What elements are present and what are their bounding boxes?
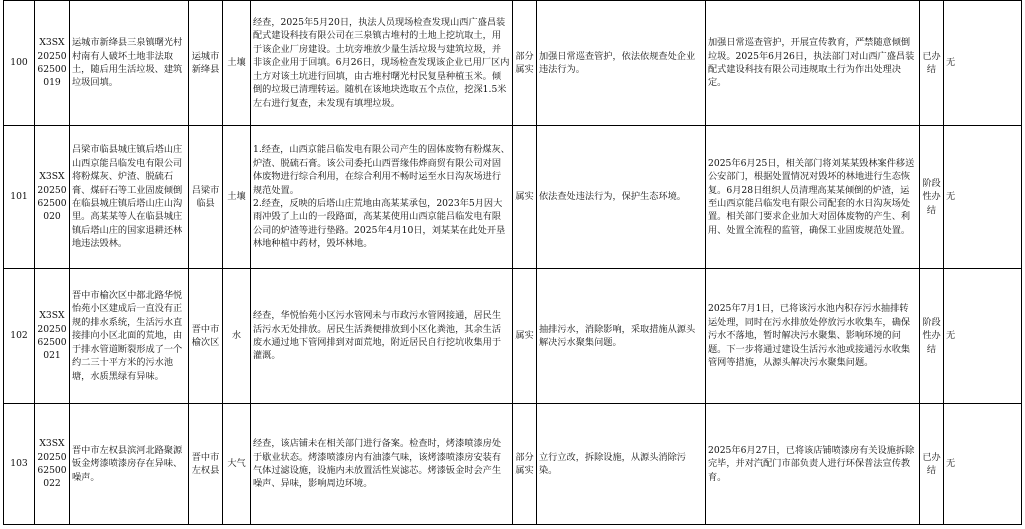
complaint-table: [3, 0, 1022, 525]
region: 运城市新绛县: [189, 1, 223, 126]
pollution-category: 土壤: [223, 126, 251, 269]
handling-result: 加强日常巡查管护，开展宣传教育，严禁随意倾倒垃圾。2025年6月26日，执法部门对山西广盛昌装配式建设科技有限公司违规取土行为作出处理决定。: [706, 1, 920, 126]
handling-measures: 加强日常巡查管护，依法依规查处企业违法行为。: [537, 1, 706, 126]
verdict: 部分属实: [513, 1, 537, 126]
complaint-code: X3SX2025062500021: [35, 269, 70, 404]
investigation-findings: 经查，华悦怡苑小区污水管网未与市政污水管网接通，居民生活污水无处排放。居民生活粪便排放到小区化粪池，其余生活废水通过地下管网排到对面荒地，附近居民自行挖坑收集用于灌溉。: [251, 269, 513, 404]
handling-result: 2025年7月1日，已将该污水池内积存污水抽排转运处理，同时在污水排放处停放污水收集车，确保污水不落地，暂时解决污水聚集、影响环境的问题。下一步将通过建设生活污水池或接通污水收集管网等措施，从源头解决污水聚集问题。: [706, 269, 920, 404]
status: 阶段性办结: [920, 269, 944, 404]
complaint-code: X3SX2025062500022: [35, 404, 70, 525]
handling-measures: 立行立改，拆除设施，从源头消除污染。: [537, 404, 706, 525]
status: 已办结: [920, 404, 944, 525]
region: 晋中市左权县: [189, 404, 223, 525]
complaint-code: X3SX2025062500019: [35, 1, 70, 126]
complaint-content: 运城市新绛县三泉镇曙光村村南有人破坏土地非法取土，随后用生活垃圾、建筑垃圾回填。: [70, 1, 189, 126]
investigation-findings: 经查，2025年5月20日，执法人员现场检查发现山西广盛昌装配式建设科技有限公司在三泉镇古堆村的土地上挖坑取土，用于该企业厂房建设。土坑旁堆放少量生活垃圾与建筑垃圾，并非该企业用于回填。6月26日，现场检查发现该企业已用厂区内土方对该土坑进行回填，由古堆村曙光村民复垦种植玉米。倾倒的垃圾已清理转运。随机在该地块选取五个点位，挖深1.5米左右进行复查，未发现有填埋垃圾。: [251, 1, 513, 126]
investigation-findings: 1.经查，山西京能吕临发电有限公司产生的固体废物有粉煤灰、炉渣、脱硫石膏。该公司委托山西晋缘伟烨商贸有限公司对固体废物进行综合利用，在综合利用不畅时运至水日沟灰场进行规范处置。 2.经查，反映的后塔山庄荒地由高某某承包，2023年5月因大雨冲毁了上山的一段路面，高某某使用山西京能吕临发电有限公司的炉渣等进行垫路。2025年4月10日，刘某某在此处开垦林地种植中药材，毁坏林地。: [251, 126, 513, 269]
accountability: 无: [944, 126, 1022, 269]
handling-result: 2025年6月27日，已将该店铺喷漆房有关设施拆除完毕，并对汽配门市部负责人进行环保普法宣传教育。: [706, 404, 920, 525]
table-row: [4, 1, 1022, 126]
row-number: 102: [4, 269, 35, 404]
verdict: 部分属实: [513, 404, 537, 525]
accountability: 无: [944, 269, 1022, 404]
complaint-code: X3SX2025062500020: [35, 126, 70, 269]
accountability: 无: [944, 1, 1022, 126]
investigation-findings: 经查，该店铺未在相关部门进行备案。检查时，烤漆喷漆房处于歇业状态。烤漆喷漆房内有油漆气味，该烤漆喷漆房安装有气体过滤设施，设施内未放置活性炭滤芯。烤漆钣金时会产生噪声、异味，影响周边环境。: [251, 404, 513, 525]
table-row: [4, 404, 1022, 525]
pollution-category: 水: [223, 269, 251, 404]
accountability: 无: [944, 404, 1022, 525]
verdict: 属实: [513, 269, 537, 404]
row-number: 101: [4, 126, 35, 269]
row-number: 100: [4, 1, 35, 126]
handling-result: 2025年6月25日，相关部门将刘某某毁林案件移送公安部门，根据处置情况对毁坏的林地进行生态恢复。6月28日组织人员清理高某某倾倒的炉渣，运至山西京能吕临发电有限公司配套的水日沟灰场处置。相关部门要求企业加大对固体废物的产生、利用、处置全流程的监管，确保工业固废规范处置。: [706, 126, 920, 269]
handling-measures: 抽排污水，消除影响，采取措施从源头解决污水聚集问题。: [537, 269, 706, 404]
table-row: [4, 126, 1022, 269]
complaint-content: 吕梁市临县城庄镇后塔山庄山西京能吕临发电有限公司将粉煤灰、炉渣、脱硫石膏、煤矸石等工业固废倾倒在临县城庄镇后塔山庄山沟里。高某某等人在临县城庄镇后塔山庄的国家退耕还林地违法毁林。: [70, 126, 189, 269]
table-row: [4, 269, 1022, 404]
pollution-category: 土壤: [223, 1, 251, 126]
region: 吕梁市临县: [189, 126, 223, 269]
verdict: 属实: [513, 126, 537, 269]
complaint-content: 晋中市左权县滨河北路聚源钣金烤漆喷漆房存在异味、噪声。: [70, 404, 189, 525]
status: 已办结: [920, 1, 944, 126]
region: 晋中市榆次区: [189, 269, 223, 404]
handling-measures: 依法查处违法行为，保护生态环境。: [537, 126, 706, 269]
pollution-category: 大气: [223, 404, 251, 525]
row-number: 103: [4, 404, 35, 525]
complaint-content: 晋中市榆次区中都北路华悦怡苑小区建成后一直没有正规的排水系统，生活污水直接排向小区北面的荒地，由于排水管道断裂形成了一个约二三十平方米的污水池塘，水质黑绿有异味。: [70, 269, 189, 404]
status: 阶段性办结: [920, 126, 944, 269]
